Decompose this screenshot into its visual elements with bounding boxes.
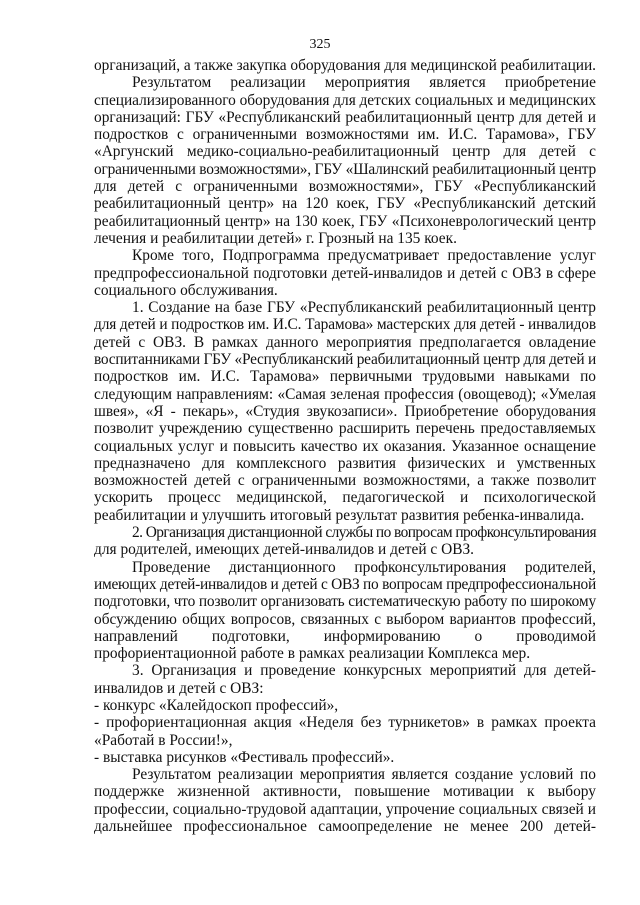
text-line: - профориентационная акция «Неделя без турникетов» в рамках проекта [94,714,596,732]
text-line: социального обслуживания. [94,281,278,299]
text-line: ускорить процесс медицинской, педагогической и психологической [94,489,596,507]
text-line: реабилитационный центр» на 120 коек, ГБУ «Республиканский детский [94,195,596,213]
text-line: лечения и реабилитации детей» г. Грозный на 135 коек. [94,229,457,247]
body-text [94,57,596,835]
text-line: инвалидов и детей с ОВЗ: [94,679,264,697]
text-line: профориентационной работе в рамках реализации Комплекса мер. [94,645,531,663]
text-line: детей с ОВЗ. В рамках данного мероприятия предполагается овладение [94,333,596,351]
text-line: позволит учреждению существенно расширить перечень предоставляемых [94,420,596,438]
text-line: швея», «Я - пекарь», «Студия звукозаписи». Приобретение оборудования [94,402,596,420]
text-line: возможностей детей с ограниченными возможностями, а также позволит [94,472,596,490]
text-line: «Аргунский медико-социально-реабилитационный центр для детей с [94,143,596,161]
text-line: Кроме того, Подпрограмма предусматривает предоставление услуг [132,247,596,265]
text-line: направлений подготовки, информированию о проводимой [94,627,596,645]
text-line: профессии, социально-трудовой адаптации, упрочение социальных связей и [94,800,596,818]
text-line: - выставка рисунков «Фестиваль профессий». [94,748,395,766]
text-line: предпрофессиональной подготовки детей-инвалидов и детей с ОВЗ в сфере [94,264,596,282]
text-line: Результатом реализации мероприятия является создание условий по [132,766,596,784]
text-line: Результатом реализации мероприятия является приобретение [132,74,596,92]
text-line: организаций: ГБУ «Республиканский реабилитационный центр для детей и [94,108,596,126]
text-line: специализированного оборудования для детских социальных и медицинских [94,91,597,109]
text-line: предназначено для комплексного развития физических и умственных [94,454,596,472]
text-line: подростков им. И.С. Тарамова» первичными трудовыми навыками по [94,368,596,386]
text-line: подготовки, что позволит организовать систематическую работу по широкому [94,593,596,611]
text-line: реабилитации и улучшить итоговый результат развития ребенка-инвалида. [94,506,585,524]
text-line: Проведение дистанционного профконсультирования родителей, [132,558,596,576]
text-line: имеющих детей-инвалидов и детей с ОВЗ по вопросам предпрофессиональной [94,575,596,593]
text-line: организаций, а также закупка оборудования для медицинской реабилитации. [94,57,596,74]
text-line: следующим направлениям: «Самая зеленая профессия (овощевод); «Умелая [94,385,596,403]
text-line: для детей и подростков им. И.С. Тарамова» мастерских для детей - инвалидов [94,316,596,334]
text-line: для родителей, имеющих детей-инвалидов и детей с ОВЗ. [94,541,475,559]
text-line: воспитанниками ГБУ «Республиканский реабилитационный центр для детей и [94,351,596,369]
text-line: дальнейшее профессиональное самоопределение не менее 200 детей- [94,818,596,836]
text-line: обсуждению общих вопросов, связанных с выбором вариантов профессий, [94,610,596,628]
text-line: 3. Организация и проведение конкурсных мероприятий для детей- [132,662,596,680]
text-line: поддержке жизненной активности, повышение мотивации к выбору [94,783,596,801]
text-line: - конкурс «Калейдоскоп профессий», [94,696,339,714]
text-line: 2. Организация дистанционной службы по вопросам профконсультирования [132,524,596,542]
text-line: реабилитационный центр» на 130 коек, ГБУ «Психоневрологический центр [94,212,596,230]
page-number: 325 [309,37,331,52]
text-line: 1. Создание на базе ГБУ «Республиканский реабилитационный центр [132,299,596,317]
text-line: социальных услуг и повысить качество их оказания. Указанное оснащение [94,437,596,455]
text-line: для детей с ограниченными возможностями», ГБУ «Республиканский [94,178,596,196]
text-line: подростков с ограниченными возможностями им. И.С. Тарамова», ГБУ [94,126,596,144]
text-line: ограниченными возможностями», ГБУ «Шалинский реабилитационный центр [94,160,596,178]
text-line: «Работай в России!», [94,731,233,749]
